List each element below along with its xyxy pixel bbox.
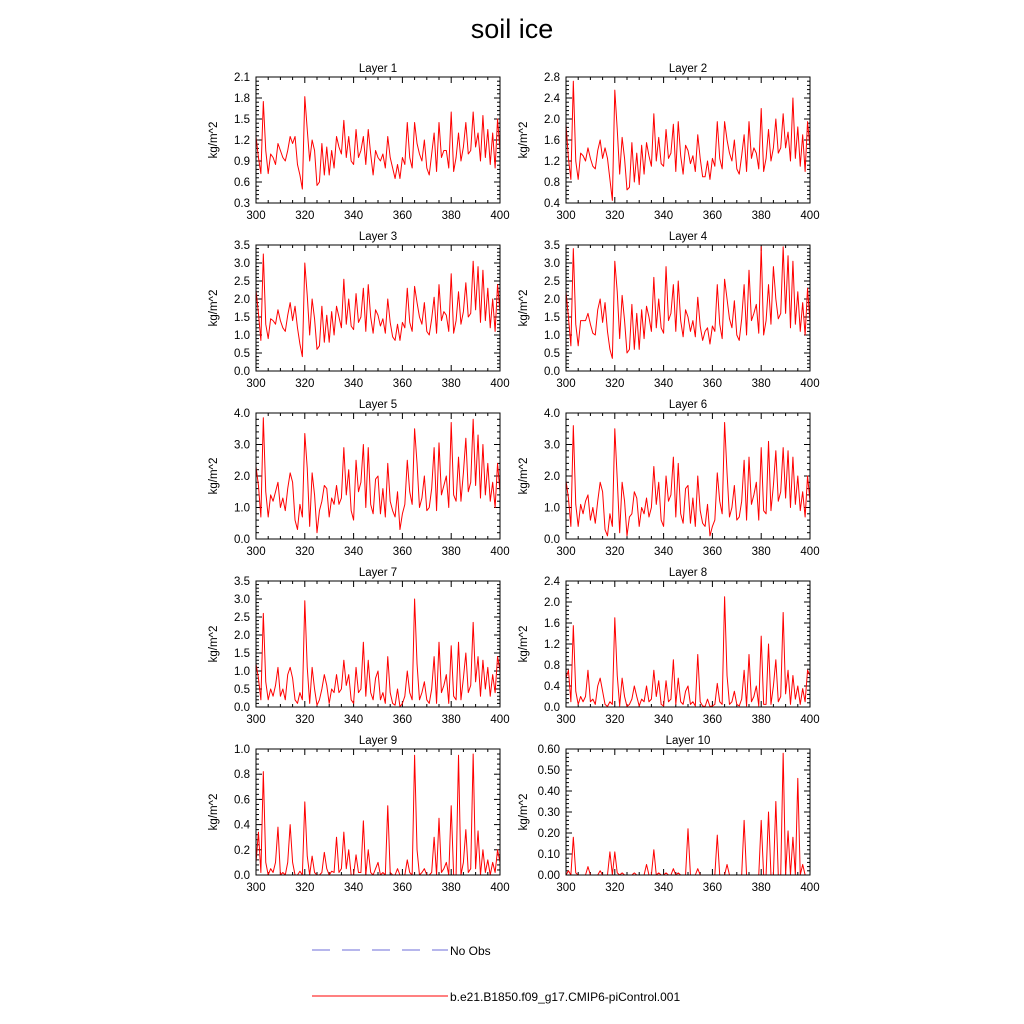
x-tick-label: 400 — [490, 714, 510, 726]
figure-title: soil ice — [470, 14, 554, 44]
x-tick-label: 360 — [702, 714, 722, 726]
plot-frame — [566, 77, 810, 203]
panel-title: Layer 6 — [668, 399, 708, 411]
x-tick-label: 320 — [605, 714, 625, 726]
y-tick-label: 2.1 — [234, 72, 250, 84]
series-line — [566, 753, 810, 875]
y-tick-label: 3.5 — [544, 240, 560, 252]
y-tick-label: 3.0 — [544, 258, 560, 270]
plot-frame — [566, 749, 810, 875]
x-tick-label: 320 — [295, 378, 315, 390]
y-tick-label: 0.0 — [544, 534, 560, 546]
y-tick-label: 0.4 — [234, 819, 250, 832]
y-tick-label: 0.9 — [234, 156, 250, 168]
y-axis-label: kg/m^2 — [208, 121, 220, 159]
x-tick-label: 400 — [800, 882, 820, 894]
x-tick-label: 340 — [654, 210, 674, 222]
y-axis-label: kg/m^2 — [518, 121, 530, 159]
x-tick-label: 300 — [556, 546, 576, 558]
y-axis-label: kg/m^2 — [518, 457, 530, 495]
x-tick-label: 340 — [344, 210, 364, 222]
panel-title: Layer 9 — [358, 735, 398, 747]
y-tick-label: 0.5 — [234, 348, 250, 360]
x-tick-label: 300 — [556, 882, 576, 894]
x-tick-label: 320 — [605, 210, 625, 222]
x-tick-label: 380 — [441, 210, 461, 222]
y-tick-label: 1.0 — [544, 330, 560, 342]
y-tick-label: 0.50 — [537, 765, 560, 777]
x-tick-label: 340 — [344, 378, 364, 390]
x-tick-label: 400 — [800, 210, 820, 222]
panel-6 — [518, 399, 820, 558]
y-tick-label: 1.6 — [544, 135, 560, 147]
x-tick-label: 320 — [295, 714, 315, 726]
panel-10 — [518, 735, 820, 894]
x-tick-label: 340 — [344, 714, 364, 726]
y-tick-label: 0.20 — [537, 828, 560, 840]
x-tick-label: 300 — [556, 210, 576, 222]
x-tick-label: 320 — [295, 882, 315, 894]
y-tick-label: 0.3 — [234, 198, 250, 210]
y-tick-label: 2.8 — [544, 72, 560, 84]
series-line — [256, 599, 500, 707]
x-tick-label: 320 — [605, 546, 625, 558]
x-tick-label: 340 — [344, 546, 364, 558]
y-tick-label: 1.0 — [234, 744, 250, 756]
x-tick-label: 380 — [751, 210, 771, 222]
panel-title: Layer 2 — [668, 63, 708, 75]
y-tick-label: 3.5 — [234, 576, 250, 588]
y-axis-label: kg/m^2 — [518, 625, 530, 663]
x-tick-label: 380 — [441, 378, 461, 390]
panel-5 — [208, 399, 510, 558]
plot-frame — [566, 413, 810, 539]
x-tick-label: 400 — [800, 546, 820, 558]
y-tick-label: 1.5 — [234, 312, 250, 324]
y-tick-label: 2.0 — [234, 630, 250, 642]
x-tick-label: 380 — [441, 546, 461, 558]
x-tick-label: 320 — [295, 210, 315, 222]
x-tick-label: 360 — [702, 378, 722, 390]
panel-title: Layer 7 — [358, 567, 398, 579]
x-tick-label: 400 — [490, 882, 510, 894]
x-tick-label: 340 — [654, 378, 674, 390]
y-tick-label: 2.0 — [234, 294, 250, 306]
y-tick-label: 0.4 — [544, 198, 560, 210]
x-tick-label: 360 — [392, 546, 412, 558]
y-tick-label: 2.0 — [544, 114, 560, 126]
x-tick-label: 320 — [295, 546, 315, 558]
panel-7 — [208, 567, 510, 726]
y-tick-label: 0.8 — [544, 660, 560, 672]
y-tick-label: 1.0 — [234, 330, 250, 342]
series-line — [566, 81, 810, 200]
x-tick-label: 360 — [392, 714, 412, 726]
x-tick-label: 300 — [246, 546, 266, 558]
y-tick-label: 1.2 — [234, 135, 250, 147]
y-tick-label: 0.60 — [537, 744, 560, 756]
panel-4 — [518, 231, 820, 390]
y-tick-label: 0.4 — [544, 681, 560, 693]
x-tick-label: 380 — [441, 714, 461, 726]
y-tick-label: 0.0 — [234, 366, 250, 378]
y-axis-label: kg/m^2 — [518, 793, 530, 831]
panel-title: Layer 3 — [358, 231, 398, 243]
x-tick-label: 320 — [605, 378, 625, 390]
x-tick-label: 320 — [605, 882, 625, 894]
y-tick-label: 1.5 — [234, 114, 250, 126]
x-tick-label: 400 — [800, 378, 820, 390]
panel-9 — [208, 735, 510, 894]
y-tick-label: 0.00 — [537, 870, 560, 882]
y-tick-label: 0.6 — [234, 794, 250, 807]
y-tick-label: 1.8 — [234, 93, 250, 105]
y-tick-label: 4.0 — [544, 408, 560, 420]
x-tick-label: 300 — [556, 714, 576, 726]
x-tick-label: 380 — [751, 378, 771, 390]
y-tick-label: 0.8 — [234, 769, 250, 782]
x-tick-label: 340 — [654, 546, 674, 558]
y-tick-label: 3.0 — [544, 439, 560, 452]
y-axis-label: kg/m^2 — [208, 289, 220, 327]
x-tick-label: 300 — [246, 210, 266, 222]
plot-frame — [566, 245, 810, 371]
x-tick-label: 340 — [654, 882, 674, 894]
x-tick-label: 400 — [490, 378, 510, 390]
y-tick-label: 0.2 — [234, 844, 250, 857]
x-tick-label: 360 — [702, 882, 722, 894]
panel-2 — [518, 63, 820, 222]
y-tick-label: 0.0 — [234, 702, 250, 714]
y-axis-label: kg/m^2 — [208, 457, 220, 495]
legend-label-model: b.e21.B1850.f09_g17.CMIP6-piControl.001 — [450, 990, 681, 1004]
y-axis-label: kg/m^2 — [518, 289, 530, 327]
panel-title: Layer 10 — [665, 735, 711, 747]
y-tick-label: 1.0 — [544, 502, 560, 515]
x-tick-label: 400 — [490, 546, 510, 558]
series-line — [566, 597, 810, 707]
panel-title: Layer 4 — [668, 231, 708, 243]
y-tick-label: 0.30 — [537, 807, 560, 819]
y-axis-label: kg/m^2 — [208, 625, 220, 663]
x-tick-label: 340 — [344, 882, 364, 894]
y-tick-label: 1.5 — [544, 312, 560, 324]
y-tick-label: 2.4 — [544, 93, 560, 105]
plot-frame — [256, 77, 500, 203]
panel-title: Layer 5 — [358, 399, 398, 411]
y-tick-label: 1.0 — [234, 666, 250, 678]
series-line — [566, 422, 810, 535]
legend-label-no-obs: No Obs — [450, 944, 491, 958]
y-tick-label: 1.0 — [234, 502, 250, 515]
x-tick-label: 380 — [751, 882, 771, 894]
x-tick-label: 400 — [800, 714, 820, 726]
y-axis-label: kg/m^2 — [208, 793, 220, 831]
y-tick-label: 3.0 — [234, 439, 250, 452]
x-tick-label: 360 — [392, 882, 412, 894]
panel-1 — [208, 63, 510, 222]
series-line — [256, 97, 500, 189]
x-tick-label: 380 — [441, 882, 461, 894]
series-line — [256, 418, 500, 533]
y-tick-label: 1.6 — [544, 618, 560, 630]
y-tick-label: 0.10 — [537, 849, 560, 861]
y-tick-label: 2.4 — [544, 576, 560, 588]
y-tick-label: 0.40 — [537, 786, 560, 798]
y-tick-label: 0.8 — [544, 177, 560, 189]
x-tick-label: 360 — [702, 210, 722, 222]
y-tick-label: 3.5 — [234, 240, 250, 252]
y-tick-label: 0.0 — [234, 534, 250, 546]
y-tick-label: 0.5 — [544, 348, 560, 360]
x-tick-label: 340 — [654, 714, 674, 726]
y-tick-label: 3.0 — [234, 258, 250, 270]
y-tick-label: 2.0 — [544, 597, 560, 609]
x-tick-label: 400 — [490, 210, 510, 222]
plot-frame — [256, 581, 500, 707]
x-tick-label: 300 — [246, 714, 266, 726]
panel-8 — [518, 567, 820, 726]
y-tick-label: 2.0 — [234, 471, 250, 483]
series-line — [566, 247, 810, 359]
panel-title: Layer 1 — [358, 63, 398, 75]
y-tick-label: 2.5 — [234, 612, 250, 624]
y-tick-label: 1.2 — [544, 156, 560, 168]
panel-3 — [208, 231, 510, 390]
y-tick-label: 4.0 — [234, 408, 250, 420]
x-tick-label: 300 — [556, 378, 576, 390]
y-tick-label: 3.0 — [234, 594, 250, 606]
x-tick-label: 360 — [392, 210, 412, 222]
x-tick-label: 300 — [246, 882, 266, 894]
x-tick-label: 380 — [751, 546, 771, 558]
y-tick-label: 0.0 — [234, 870, 250, 882]
y-tick-label: 1.2 — [544, 639, 560, 651]
x-tick-label: 360 — [392, 378, 412, 390]
y-tick-label: 2.0 — [544, 294, 560, 306]
y-tick-label: 0.5 — [234, 684, 250, 696]
series-line — [256, 754, 500, 875]
y-tick-label: 0.0 — [544, 702, 560, 714]
x-tick-label: 300 — [246, 378, 266, 390]
series-line — [256, 254, 500, 357]
panel-title: Layer 8 — [668, 567, 708, 579]
y-tick-label: 2.5 — [544, 276, 560, 288]
x-tick-label: 360 — [702, 546, 722, 558]
y-tick-label: 1.5 — [234, 648, 250, 660]
y-tick-label: 2.5 — [234, 276, 250, 288]
y-tick-label: 0.6 — [234, 177, 250, 189]
y-tick-label: 0.0 — [544, 366, 560, 378]
y-tick-label: 2.0 — [544, 471, 560, 483]
x-tick-label: 380 — [751, 714, 771, 726]
